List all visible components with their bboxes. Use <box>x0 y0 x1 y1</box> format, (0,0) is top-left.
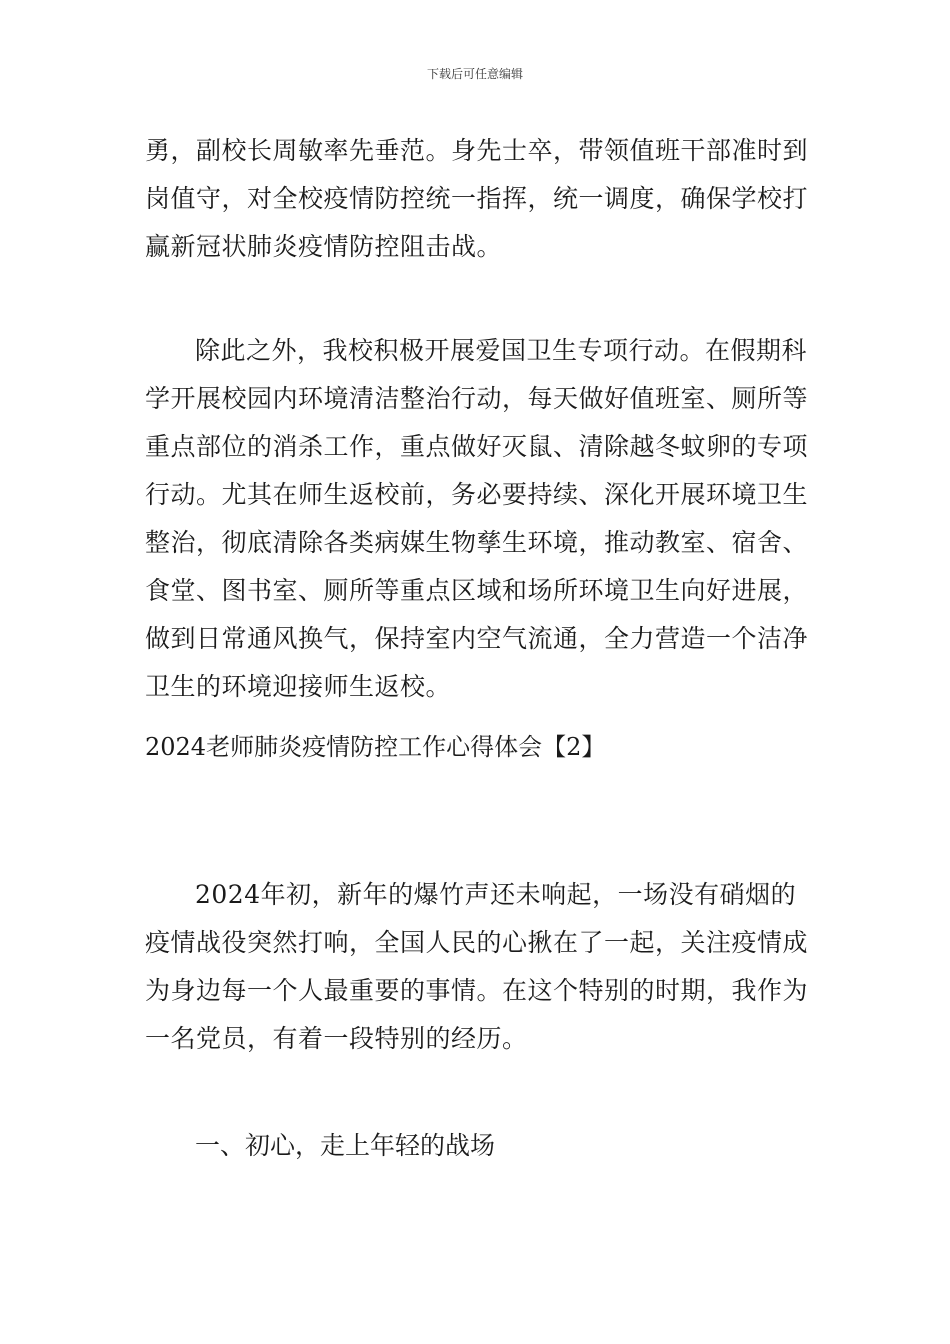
page-header-note: 下载后可任意编辑 <box>426 67 523 81</box>
section-title: 一、初心，走上年轻的战场 <box>195 1131 496 1160</box>
document-heading: 2024老师肺炎疫情防控工作心得体会【2】 <box>145 733 606 761</box>
paragraph-1: 勇，副校长周敏率先垂范。身先士卒，带领值班干部准时到岗值守，对全校疫情防控统一指挥，统一调度，确保学校打赢新冠状肺炎疫情防控阻击战。 <box>145 136 809 261</box>
paragraph-2: 除此之外，我校积极开展爱国卫生专项行动。在假期科学开展校园内环境清洁整治行动，每天做好值班室、厕所等重点部位的消杀工作，重点做好灭鼠、清除越冬蚊卵的专项行动。尤其在师生返校前，务必要持续、深化开展环境卫生整治，彻底清除各类病媒生物孳生环境，推动教室、宿舍、食堂、图书室、厕所等重点区域和场所环境卫生向好进展，做到日常通风换气，保持室内空气流通，全力营造一个洁净卫生的环境迎接师生返校。 <box>145 336 809 701</box>
paragraph-3: 2024年初，新年的爆竹声还未响起，一场没有硝烟的疫情战役突然打响，全国人民的心揪在了一起，关注疫情成为身边每一个人最重要的事情。在这个特别的时期，我作为一名党员，有着一段特别的经历。 <box>145 880 809 1053</box>
